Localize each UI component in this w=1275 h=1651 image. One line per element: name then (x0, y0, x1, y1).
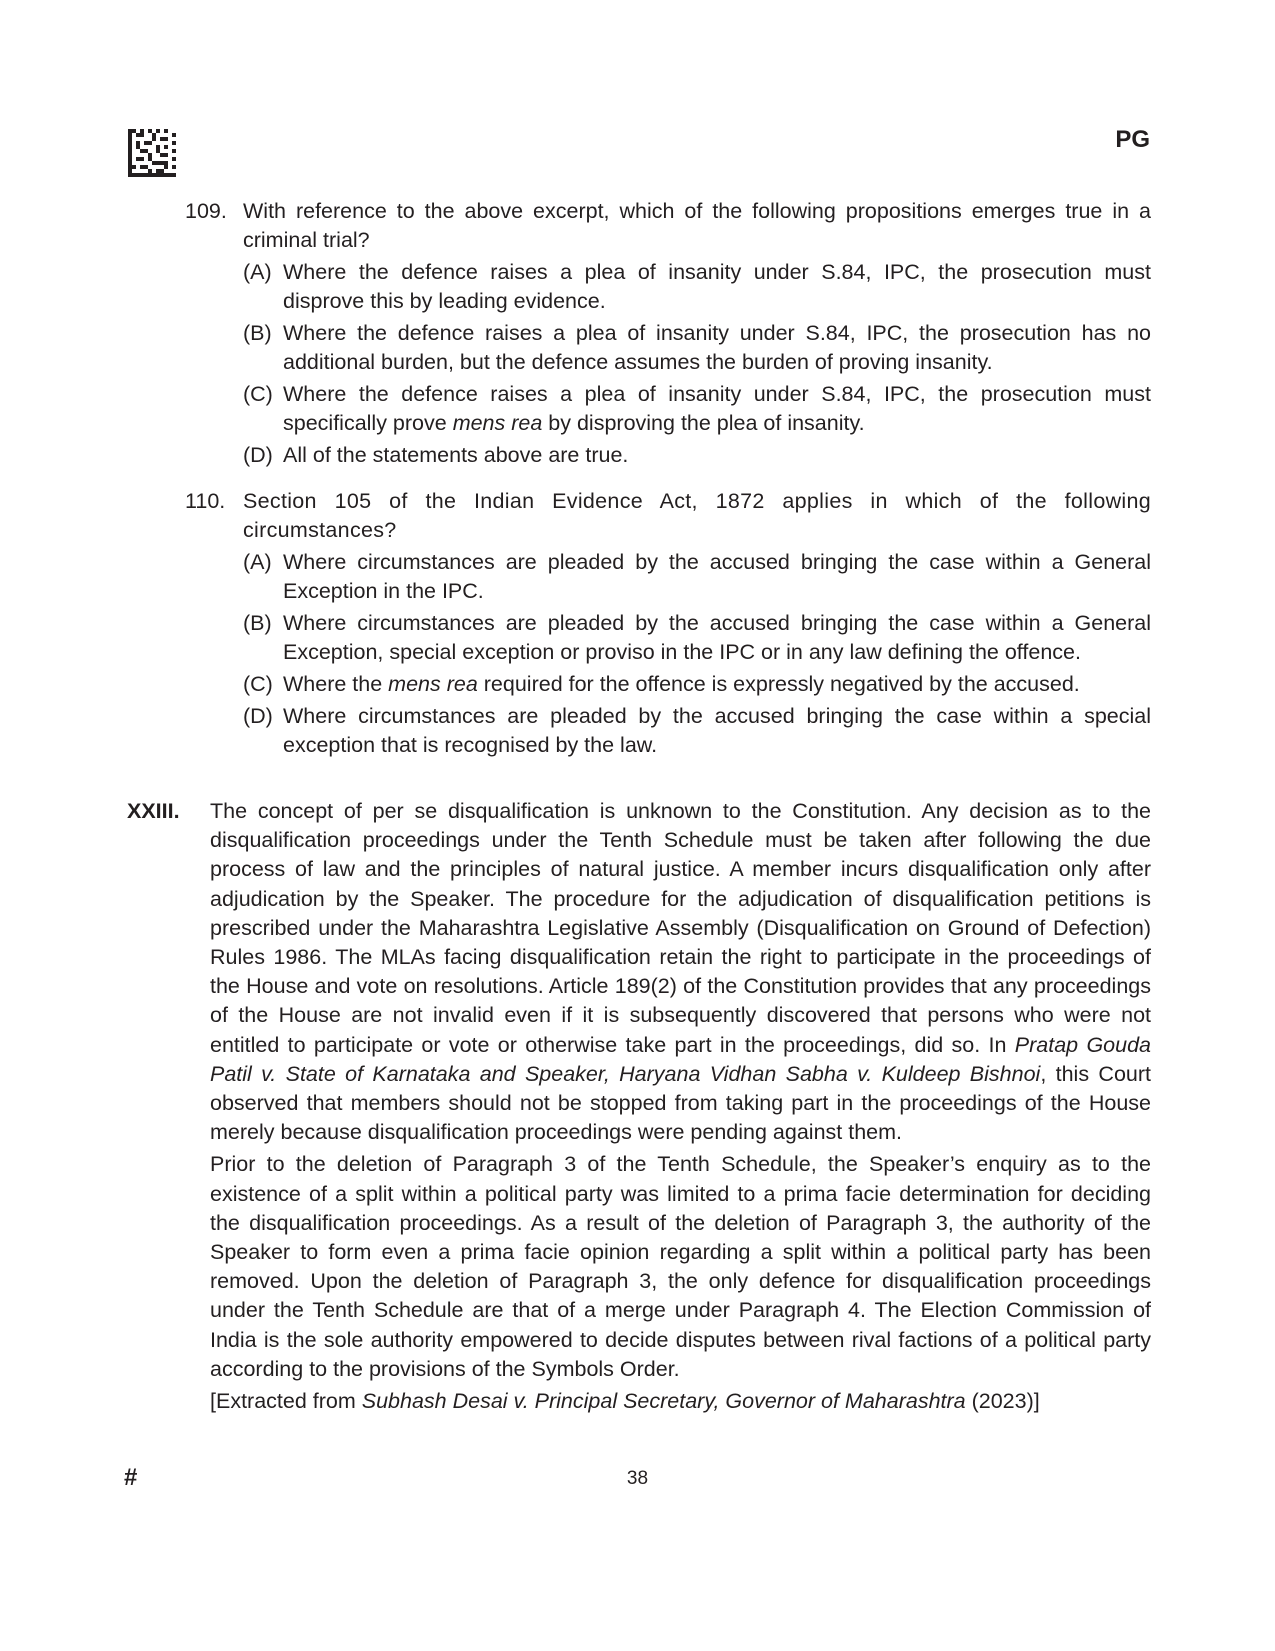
option-c (243, 380, 1151, 438)
option-text-tail: required for the offence is expressly negatived by the accused. (477, 672, 1080, 696)
paragraph-text-tail: , this Court observed that members should not be stopped from taking part in the proceedings of the House merely because disqualification proceedings were pending against them. (210, 1061, 1151, 1145)
option-c (243, 670, 1151, 699)
datamatrix-code-icon (128, 129, 176, 177)
option-text: Where circumstances are pleaded by the accused bringing the case within a General Exception in the IPC. (283, 550, 1151, 603)
option-text: Where the defence raises a plea of insanity under S.84, IPC, the prosecution must disprove this by leading evidence. (283, 260, 1151, 313)
question-109 (185, 197, 1151, 470)
option-italic-term: mens rea (452, 411, 543, 435)
option-a (243, 548, 1151, 606)
passage-paragraph-1 (210, 797, 1151, 1147)
option-label: (B) (243, 321, 272, 345)
option-label: (C) (243, 672, 273, 696)
question-number: 109. (185, 199, 227, 223)
option-label: (C) (243, 382, 273, 406)
citation-suffix: (2023)] (965, 1389, 1040, 1414)
option-a (243, 258, 1151, 316)
paper-code: PG (1115, 126, 1150, 153)
option-text: Where the defence raises a plea of insanity under S.84, IPC, the prosecution must specifically prove (283, 382, 1151, 435)
option-text: All of the statements above are true. (283, 443, 629, 467)
option-d (243, 702, 1151, 760)
passage-citation (210, 1387, 1151, 1416)
paragraph-text: The concept of per se disqualification is unknown to the Constitution. Any decision as to the disqualification proceedings under the Tenth Schedule must be taken after following the due process of law and the principles of natural justice. A member incurs disqualification only after adjudication by the Speaker. The procedure for the adjudication of disqualification petitions is prescribed under the Maharashtra Legislative Assembly (Disqualification on Ground of Defection) Rules 1986. The MLAs facing disqualification retain the right to participate in the proceedings of the House and vote on resolutions. Article 189(2) of the Constitution provides that any proceedings of the House are not invalid even if it is subsequently discovered that persons who were not entitled to participate or vote or otherwise take part in the proceedings, did so. In (210, 799, 1151, 1057)
footer-mark: # (124, 1464, 138, 1491)
option-text: Where circumstances are pleaded by the accused bringing the case within a General Exception, special exception or proviso in the IPC or in any law defining the offence. (283, 611, 1151, 664)
option-label: (D) (243, 704, 273, 728)
option-b (243, 609, 1151, 667)
passage-xxiii (127, 797, 1151, 1419)
option-label: (A) (243, 260, 272, 284)
option-text: Where circumstances are pleaded by the accused bringing the case within a special exception that is recognised by the law. (283, 704, 1151, 757)
case-name: Pratap Gouda Patil v. State of Karnataka and Speaker, Haryana Vidhan Sabha v. Kuldeep Bishnoi (210, 1032, 1151, 1086)
questions-block (185, 197, 1151, 777)
passage-number: XXIII. (127, 799, 180, 823)
citation-prefix: [Extracted from (210, 1389, 362, 1414)
citation-case-name: Subhash Desai v. Principal Secretary, Governor of Maharashtra (361, 1389, 966, 1414)
page-number: 38 (626, 1468, 649, 1489)
question-text: Section 105 of the Indian Evidence Act, 1872 applies in which of the following circumstances? (243, 489, 1151, 542)
option-b (243, 319, 1151, 377)
passage-paragraph-2: Prior to the deletion of Paragraph 3 of the Tenth Schedule, the Speaker’s enquiry as to the existence of a split within a political party was limited to a prima facie determination for deciding the disqualification proceedings. As a result of the deletion of Paragraph 3, the authority of the Speaker to form even a prima facie opinion regarding a split within a political party has been removed. Upon the deletion of Paragraph 3, the only defence for disqualification proceedings under the Tenth Schedule are that of a merge under Paragraph 4. The Election Commission of India is the sole authority empowered to decide disputes between rival factions of a political party according to the provisions of the Symbols Order. (210, 1152, 1151, 1381)
question-number: 110. (185, 489, 226, 513)
option-italic-term: mens rea (388, 672, 478, 696)
option-label: (D) (243, 443, 273, 467)
question-110 (185, 487, 1151, 760)
option-d (243, 441, 1151, 470)
passage-body (210, 797, 1151, 1416)
option-text: Where the defence raises a plea of insanity under S.84, IPC, the prosecution has no additional burden, but the defence assumes the burden of proving insanity. (283, 321, 1151, 374)
option-text: Where the (283, 672, 389, 696)
option-text-tail: by disproving the plea of insanity. (542, 411, 865, 435)
option-label: (A) (243, 550, 272, 574)
option-label: (B) (243, 611, 272, 635)
question-text: With reference to the above excerpt, which of the following propositions emerges true in a criminal trial? (243, 199, 1151, 252)
